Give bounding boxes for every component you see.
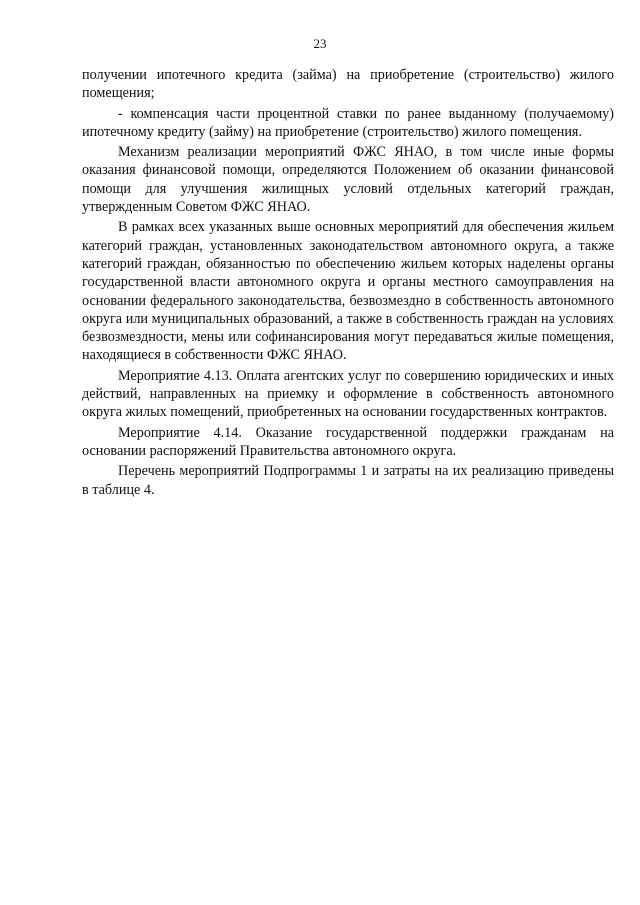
- document-body: [82, 66, 614, 501]
- paragraph-housing-transfer: В рамках всех указанных выше основных мероприятий для обеспечения жильем категорий граждан, установленных законодательством автономного округа, а также категорий граждан, обязанностью по обеспечению жильем которых наделены органы государственной власти автономного округа и органы местного самоуправления на основании федерального законодательства, безвозмездно в собственность автономного округа или муниципальных образований, а также в собственность граждан на условиях безвозмездности, мены или софинансирования могут передаваться жилые помещения, находящиеся в собственности ФЖС ЯНАО.: [82, 219, 614, 364]
- paragraph-measure-4-14: Мероприятие 4.14. Оказание государственной поддержки гражданам на основании распоряжений Правительства автономного округа.: [82, 424, 614, 459]
- paragraph-measure-4-13: Мероприятие 4.13. Оплата агентских услуг по совершению юридических и иных действий, направленных на приемку и оформление в собственность автономного округа жилых помещений, приобретенных на основании государственных контрактов.: [82, 367, 614, 421]
- paragraph-mechanism: Механизм реализации мероприятий ФЖС ЯНАО, в том числе иные формы оказания финансовой помощи, определяются Положением об оказании финансовой помощи для улучшения жилищных условий отдельных категорий граждан, утвержденным Советом ФЖС ЯНАО.: [82, 144, 614, 216]
- paragraph-list-reference: Перечень мероприятий Подпрограммы 1 и затраты на их реализацию приведены в таблице 4.: [82, 463, 614, 498]
- page-number: 23: [313, 36, 327, 51]
- paragraph-interest-compensation: - компенсация части процентной ставки по ранее выданному (получаемому) ипотечному кредиту (займу) на приобретение (строительство) жилого помещения.: [82, 105, 614, 140]
- paragraph-continuation: получении ипотечного кредита (займа) на приобретение (строительство) жилого помещения;: [82, 67, 614, 102]
